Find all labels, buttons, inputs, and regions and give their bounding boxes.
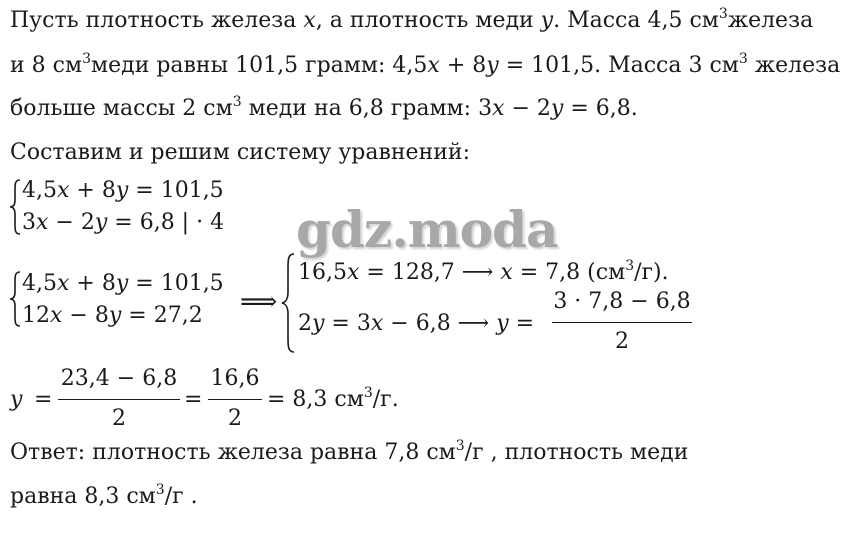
implies-arrow: ⟹: [240, 287, 278, 317]
left-brace-icon: [8, 178, 22, 236]
text: = 101,5: [128, 271, 224, 296]
fraction-denominator: 2: [615, 329, 629, 354]
fraction: [208, 368, 262, 430]
text: = 6,8 | · 4: [107, 210, 225, 235]
text: , а плотность меди: [315, 8, 541, 33]
text: равна 8,3 см: [10, 484, 156, 509]
text: − 2: [48, 210, 95, 235]
text-line-2: [10, 51, 841, 78]
var-y: y: [312, 311, 325, 336]
text-line-4: [10, 142, 470, 164]
text: = 7,8 (см: [512, 260, 626, 285]
answer-line-2: [10, 482, 198, 509]
text: = 101,5: [128, 178, 224, 203]
superscript: 3: [363, 385, 373, 401]
left-brace-icon: [280, 252, 296, 354]
var-y: y: [540, 8, 554, 33]
text: железа: [727, 8, 814, 33]
fraction: [552, 291, 692, 353]
var-x: x: [500, 260, 513, 285]
var-x: x: [370, 311, 384, 336]
text: /г , плотность меди: [464, 440, 689, 465]
text: Пусть плотность железа: [10, 8, 304, 33]
superscript: 3: [718, 6, 728, 22]
fraction-denominator: 2: [112, 406, 126, 431]
var-x: x: [50, 303, 63, 328]
superscript: 3: [625, 258, 635, 274]
text: = 128,7 ⟶: [359, 260, 501, 285]
left-brace-icon: [8, 270, 22, 328]
text: + 8: [69, 271, 116, 296]
text: 12: [22, 303, 50, 328]
system2-eq1: [22, 273, 224, 295]
superscript: 3: [82, 51, 92, 67]
var-y: y: [94, 210, 108, 235]
text: Составим и решим систему уравнений:: [10, 140, 470, 165]
text: 4,5: [22, 178, 57, 203]
text: больше массы 2 см: [10, 96, 233, 121]
var-y: y: [115, 178, 129, 203]
text: /г).: [634, 260, 669, 285]
system2-eq2: [22, 305, 203, 327]
text: = 27,2: [121, 303, 203, 328]
system1-eq1: [22, 180, 224, 202]
var-x: x: [346, 260, 360, 285]
text: = 101,5. Масса 3 см: [498, 53, 739, 78]
system1-eq2: [22, 212, 224, 234]
fraction-bar: [208, 399, 262, 400]
superscript: 3: [155, 482, 165, 498]
text: /г .: [164, 484, 198, 509]
equals-sign: =: [34, 387, 53, 412]
text: 4,5: [22, 271, 57, 296]
var-y: y: [10, 387, 23, 412]
text: . Масса 4,5 см: [553, 8, 719, 33]
answer-line-1: [10, 438, 689, 465]
system3-eq2: [298, 313, 534, 335]
var-y: y: [550, 96, 564, 121]
superscript: 3: [232, 94, 242, 110]
var-y: y: [496, 311, 509, 336]
superscript: 3: [455, 438, 465, 454]
text: + 8: [439, 53, 487, 78]
var-x: x: [492, 96, 505, 121]
text-line-3: [10, 94, 638, 121]
result-value: [267, 385, 399, 412]
text: = 6,8.: [563, 96, 638, 121]
text: железа: [747, 53, 841, 78]
fraction-numerator: 16,6: [210, 366, 260, 391]
fraction-denominator: 2: [228, 406, 242, 431]
text: − 6,8 ⟶: [383, 311, 497, 336]
fraction-bar: [58, 399, 180, 400]
text: − 8: [62, 303, 109, 328]
var-x: x: [57, 178, 70, 203]
text: 16,5: [298, 260, 347, 285]
text: =: [508, 311, 535, 336]
fraction-bar: [552, 322, 692, 323]
var-x: x: [427, 53, 440, 78]
fraction: [58, 368, 180, 430]
fraction-numerator: 3 · 7,8 − 6,8: [553, 289, 691, 314]
text: меди равны 101,5 грамм: 4,5: [91, 53, 428, 78]
text: /г.: [372, 387, 399, 412]
text: меди на 6,8 грамм: 3: [241, 96, 493, 121]
text: − 2: [504, 96, 551, 121]
var-x: x: [303, 8, 316, 33]
text: Ответ: плотность железа равна 7,8 см: [10, 440, 456, 465]
text: и 8 см: [10, 53, 83, 78]
var-y: y: [486, 53, 499, 78]
superscript: 3: [738, 51, 748, 67]
text-line-1: [10, 6, 814, 33]
var-y: y: [108, 303, 122, 328]
system3-eq1: [298, 258, 669, 285]
var-x: x: [36, 210, 49, 235]
text: = 3: [324, 311, 371, 336]
text: 2: [298, 311, 312, 336]
text: = 8,3 см: [267, 387, 364, 412]
watermark-logo: gdz.moda: [296, 200, 558, 259]
var-y: y: [115, 271, 129, 296]
text: 3: [22, 210, 36, 235]
var-x: x: [57, 271, 70, 296]
text: + 8: [69, 178, 116, 203]
fraction-numerator: 23,4 − 6,8: [60, 366, 178, 391]
equals-sign: =: [184, 387, 203, 412]
